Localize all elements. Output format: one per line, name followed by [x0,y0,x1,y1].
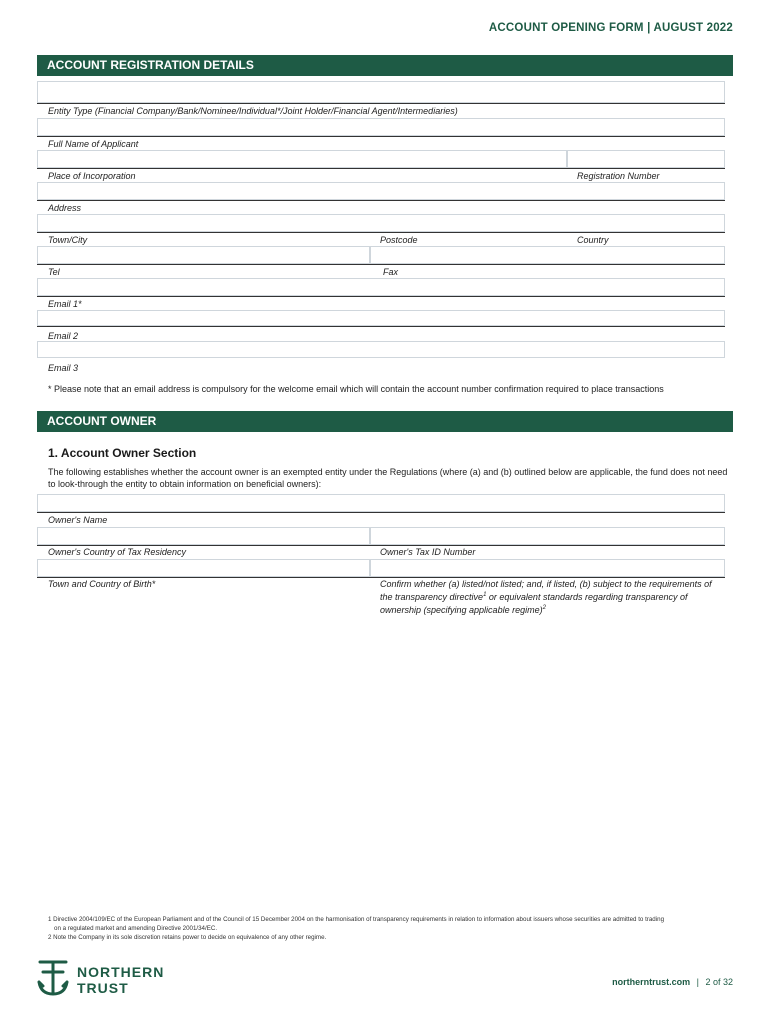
logo-line-2: TRUST [77,980,129,996]
country-label: Country [577,235,609,245]
listed-status-label: Confirm whether (a) listed/not listed; and, if listed, (b) subject to the requirements of the transparency directive$^1$ or equivalent standards regarding transparency of ownership (specifying applicable regime)$^2$ [380,579,712,615]
fax-label: Fax [383,267,399,277]
email2-label: Email 2 [48,331,79,341]
owner-name-label: Owner's Name [48,515,108,525]
birth-rule [37,577,725,578]
registration-number-label: Registration Number [577,171,660,181]
address-field[interactable] [37,182,725,200]
email3-field[interactable] [37,341,725,358]
owner-name-rule [37,512,725,513]
logo-line-1: NORTHERN [77,964,165,980]
place-rule [37,168,725,169]
entity-type-rule [37,103,725,104]
tax-rule [37,545,725,546]
footnote-1-line-2: on a regulated market and amending Directive 2001/34/EC. [54,925,218,932]
birth-label: Town and Country of Birth* [48,579,156,589]
entity-type-field[interactable] [37,81,725,103]
full-name-field[interactable] [37,118,725,136]
address-label: Address [48,203,82,213]
owner-name-field[interactable] [37,494,725,512]
footnote-1-line-1: 1 Directive 2004/109/EC of the European Parliament and of the Council of 15 December 2004 on the harmonisation of transparency requirements in relation to information about issuers whose securities are admitted to trading [48,916,665,923]
email1-label: Email 1* [48,299,82,309]
email2-field[interactable] [37,310,725,326]
email-compulsory-note: * Please note that an email address is compulsory for the welcome email which will contain the account number confirmation required to place transactions [48,384,664,394]
website-link[interactable]: northerntrust.com [612,977,691,987]
tel-label: Tel [48,267,60,277]
email2-rule [37,326,725,327]
tax-id-label: Owner's Tax ID Number [380,547,476,557]
footer-separator: | [696,977,699,987]
footnote-2: 2 Note the Company in its sole discretion retains power to decide on equivalence of any other regime. [48,934,327,941]
email3-label: Email 3 [48,363,79,373]
registration-number-field[interactable] [567,150,725,168]
town-rule [37,232,725,233]
registration-section-bar: ACCOUNT REGISTRATION DETAILS [37,55,733,76]
email1-rule [37,296,725,297]
account-owner-section-bar: ACCOUNT OWNER [37,411,733,432]
full-name-rule [37,136,725,137]
email1-field[interactable] [37,278,725,296]
page-number: 2 of 32 [705,977,733,987]
birth-field[interactable] [37,559,370,577]
entity-type-label: Entity Type (Financial Company/Bank/Nominee/Individual*/Joint Holder/Financial Agent/Intermediaries) [48,106,458,116]
tax-residency-field[interactable] [37,527,370,545]
northern-trust-logo [37,958,177,1000]
tel-rule [37,264,725,265]
place-of-incorporation-label: Place of Incorporation [48,171,136,181]
account-owner-subsection-title: 1. Account Owner Section [48,446,197,460]
place-of-incorporation-field[interactable] [37,150,567,168]
page-footer [612,977,733,987]
address-field-2[interactable] [37,214,725,232]
anchor-icon [37,958,69,998]
listed-status-field[interactable] [370,559,725,577]
tax-id-field[interactable] [370,527,725,545]
postcode-label: Postcode [380,235,418,245]
tax-residency-label: Owner's Country of Tax Residency [48,547,186,557]
tel-field[interactable] [37,246,370,264]
full-name-label: Full Name of Applicant [48,139,139,149]
fax-field[interactable] [370,246,725,264]
account-owner-intro: The following establishes whether the account owner is an exempted entity under the Regulations (where (a) and (b) outlined below are applicable, the fund does not need to look-through the entity to obtain information on beneficial owners): [48,467,728,489]
address-rule [37,200,725,201]
town-city-label: Town/City [48,235,88,245]
form-header-title: ACCOUNT OPENING FORM | AUGUST 2022 [488,22,733,34]
